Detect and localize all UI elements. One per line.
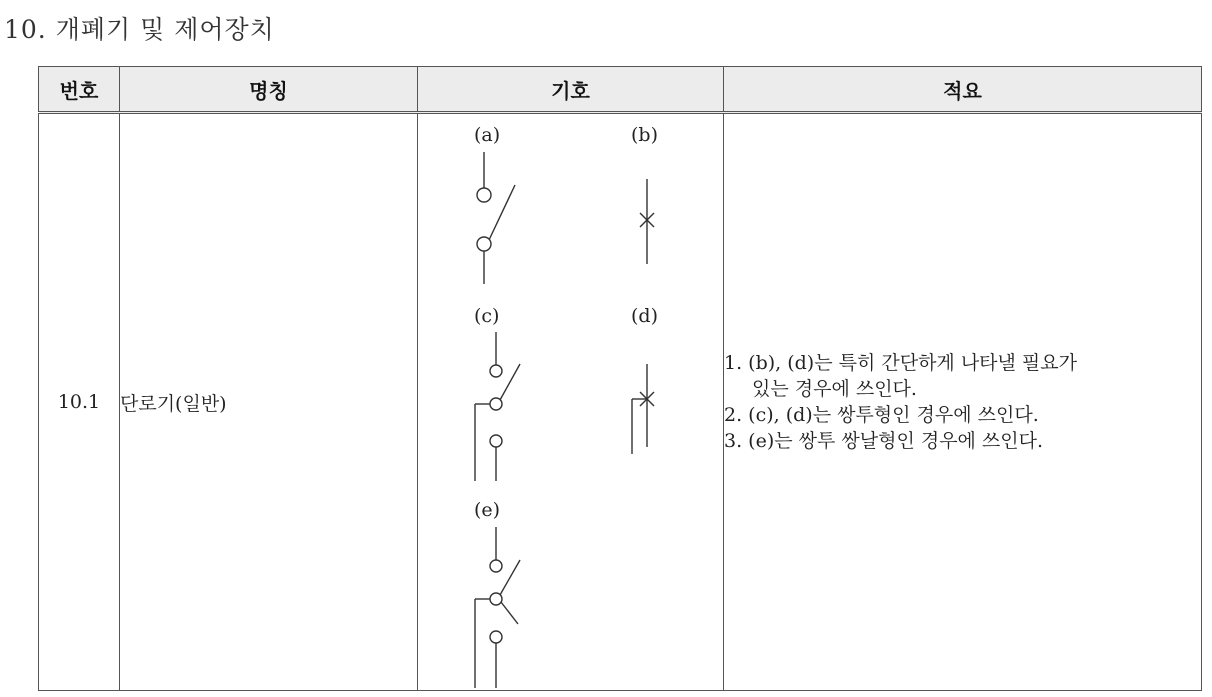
disconnector-symbol-c: [475, 332, 520, 481]
disconnector-symbol-b: [640, 179, 654, 264]
symbol-label-a: (a): [474, 124, 501, 146]
row-number: 10.1: [39, 113, 120, 691]
table-header-row: [39, 67, 1202, 113]
row-name: 단로기(일반): [120, 113, 418, 691]
remark-line-1: 1. (b), (d)는 특히 간단하게 나타낼 필요가: [724, 352, 1077, 374]
header-number: 번호: [39, 67, 120, 113]
symbol-table: [38, 66, 1202, 691]
disconnector-symbol-e: [475, 527, 520, 688]
symbol-label-b: (b): [631, 124, 658, 146]
header-remarks: 적요: [724, 67, 1202, 113]
symbol-label-d: (d): [631, 305, 658, 327]
remark-line-2: 2. (c), (d)는 쌍투형인 경우에 쓰인다.: [724, 404, 1039, 426]
remark-line-1-cont: 있는 경우에 쓰인다.: [752, 378, 917, 400]
disconnector-symbols: [418, 114, 724, 690]
remark-line-3: 3. (e)는 쌍투 쌍날형인 경우에 쓰인다.: [724, 430, 1044, 452]
symbol-label-e: (e): [474, 499, 501, 521]
symbol-cell: [418, 113, 724, 691]
symbol-label-c: (c): [474, 305, 500, 327]
row-remarks: [724, 113, 1202, 691]
disconnector-symbol-d: [632, 364, 654, 454]
header-symbol: 기호: [418, 67, 724, 113]
header-name: 명칭: [120, 67, 418, 113]
page-title: 10. 개폐기 및 제어장치: [4, 15, 275, 44]
table-row: [39, 113, 1202, 691]
disconnector-symbol-a: [477, 152, 515, 284]
